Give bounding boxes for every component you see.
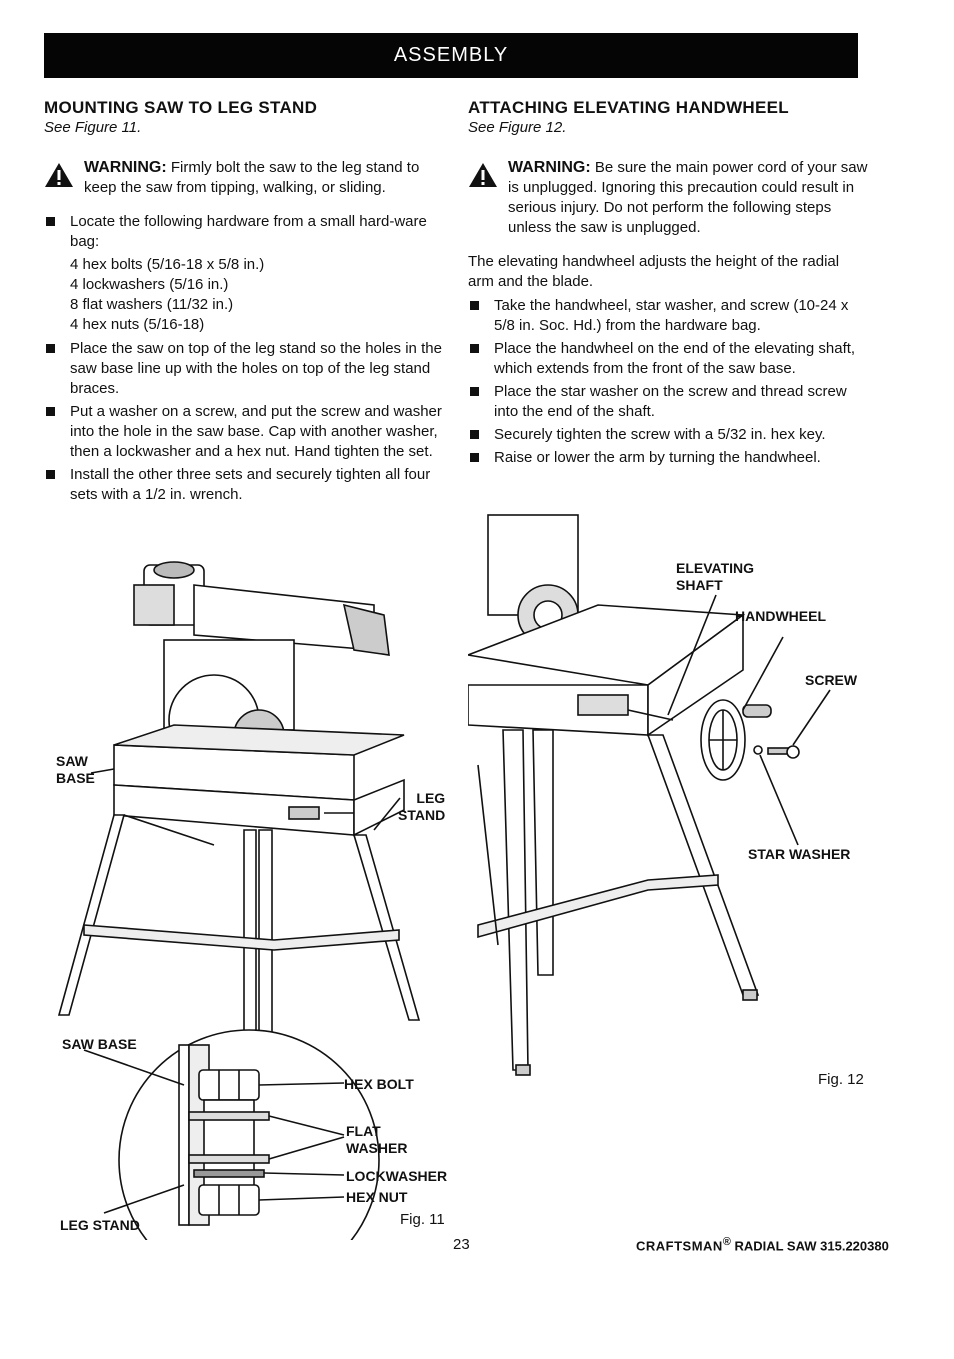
left-steps-continued: [44, 339, 444, 505]
hardware-item: 4 hex bolts (5/16-18 x 5/8 in.): [70, 256, 265, 273]
fig11-label-lockwasher: LOCKWASHER: [346, 1168, 448, 1184]
right-heading: ATTACHING ELEVATING HANDWHEEL: [468, 98, 789, 117]
left-heading: MOUNTING SAW TO LEG STAND: [44, 98, 318, 117]
warning-icon: [44, 162, 74, 188]
warning-label: WARNING:: [508, 159, 591, 176]
list-item: Securely tighten the screw with a 5/32 in. hex key.: [468, 425, 868, 445]
fig12-label-elevating-shaft: ELEVATING SHAFT: [676, 560, 755, 593]
list-item: Place the handwheel on the end of the elevating shaft, which extends from the front of the saw base.: [468, 339, 868, 379]
list-item: Put a washer on a screw, and put the screw and washer into the hole in the saw base. Cap with another washer, then a lockwasher and a hex nut. Hand tighten the set.: [44, 402, 444, 462]
fig11-label-saw-base-top: SAW BASE: [56, 753, 95, 786]
hardware-item: 4 lockwashers (5/16 in.): [70, 276, 229, 293]
fig11-label-flat-washer: FLAT WASHER: [346, 1123, 408, 1156]
hardware-list: [44, 255, 444, 335]
list-item: Place the saw on top of the leg stand so the holes in the saw base line up with the holes on top of the leg stand braces.: [44, 339, 444, 399]
left-see-figure: See Figure 11.: [44, 119, 142, 136]
fig11-label-leg-stand-bottom: LEG STAND: [60, 1217, 140, 1233]
warning-icon: [468, 162, 498, 188]
left-column: [44, 98, 444, 508]
list-item: Place the star washer on the screw and thread screw into the end of the shaft.: [468, 382, 868, 422]
section-title: ASSEMBLY: [393, 44, 509, 66]
brand-logo: CRAFTSMAN: [636, 1238, 723, 1254]
warning-text: Firmly bolt the saw to the leg stand to keep the saw from tipping, walking, or sliding.: [84, 159, 420, 196]
hardware-item: 8 flat washers (11/32 in.): [70, 296, 234, 313]
page-number: 23: [453, 1236, 470, 1253]
left-steps: [44, 212, 444, 252]
intro-text: The elevating handwheel adjusts the height of the radial arm and the blade.: [468, 253, 840, 290]
warning-label: WARNING:: [84, 159, 167, 176]
list-item: Locate the following hardware from a small hard-ware bag:: [44, 212, 444, 252]
hardware-item: 4 hex nuts (5/16-18): [70, 316, 205, 333]
fig12-label-star-washer: STAR WASHER: [748, 846, 851, 862]
fig12-label-screw: SCREW: [805, 672, 858, 688]
list-item: Install the other three sets and securely tighten all four sets with a 1/2 in. wrench.: [44, 465, 444, 505]
section-banner: [44, 33, 858, 78]
right-column: [468, 98, 868, 471]
fig12-label-handwheel: HANDWHEEL: [735, 608, 826, 624]
right-steps: [468, 296, 868, 468]
warning-text: Be sure the main power cord of your saw is unplugged. Ignoring this precaution could result in serious injury. Do not perform the following steps unless the saw is unplugged.: [508, 159, 868, 236]
model-text: RADIAL SAW 315.220380: [734, 1238, 889, 1254]
right-warning: [468, 158, 868, 238]
left-warning: [44, 158, 444, 198]
fig11-label-hex-bolt: HEX BOLT: [344, 1076, 414, 1092]
fig11-caption: Fig. 11: [400, 1211, 445, 1228]
right-see-figure: See Figure 12.: [468, 119, 567, 136]
fig11-label-hex-nut: HEX NUT: [346, 1189, 408, 1205]
footer-brand: CRAFTSMAN® RADIAL SAW 315.220380: [636, 1236, 889, 1254]
list-item: Take the handwheel, star washer, and screw (10-24 x 5/8 in. Soc. Hd.) from the hardware bag.: [468, 296, 868, 336]
fig11-label-leg-stand: LEG STAND: [398, 790, 446, 823]
fig12-caption: Fig. 12: [818, 1071, 864, 1088]
list-item: Raise or lower the arm by turning the handwheel.: [468, 448, 868, 468]
fig11-label-saw-base: SAW BASE: [62, 1036, 137, 1052]
